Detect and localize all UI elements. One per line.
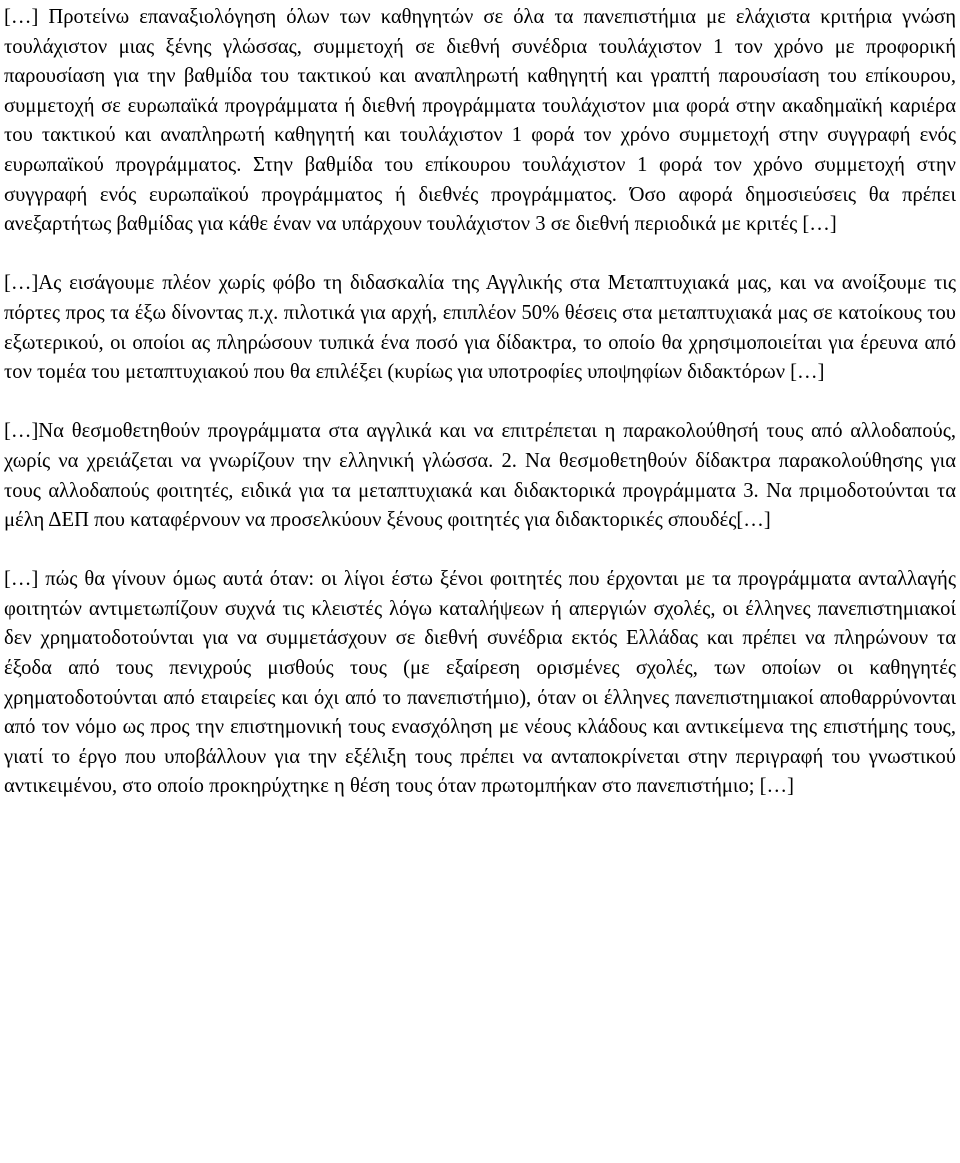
paragraph-english-programs: […]Να θεσμοθετηθούν προγράμματα στα αγγλικά και να επιτρέπεται η παρακολούθησή τους από αλλοδαπούς, χωρίς να χρειάζεται να γνωρίζουν την ελληνική γλώσσα. 2. Να θεσμοθετηθούν δίδακτρα παρακολούθησης για τους αλλοδαπούς φοιτητές, ειδικά για τα μεταπτυχιακά και διδακτορικά προγράμματα 3. Να πριμοδοτούνται τα μέλη ΔΕΠ που καταφέρνουν να προσελκύουν ξένους φοιτητές για διδακτορικές σπουδές[…] (4, 420, 956, 532)
paragraph-obstacles: […] πώς θα γίνουν όμως αυτά όταν: οι λίγοι έστω ξένοι φοιτητές που έρχονται με τα προγράμματα ανταλλαγής φοιτητών αντιμετωπίζουν συχνά τις κλειστές λόγω καταλήψεων ή απεργιών σχολές, οι έλληνες πανεπιστημιακοί δεν χρηματοδοτούνται για να συμμετάσχουν σε διεθνή συνέδρια εκτός Ελλάδας και πρέπει να πληρώνουν τα έξοδα από τους πενιχρούς μισθούς τους (με εξαίρεση ορισμένες σχολές, των οποίων οι καθηγητές χρηματοδοτούνται από εταιρείες και όχι από το πανεπιστήμιο), όταν οι έλληνες πανεπιστημιακοί αποθαρρύνονται από τον νόμο ως προς την επιστημονική τους ενασχόληση με νέους κλάδους και αντικείμενα της επιστήμης τους, γιατί το έργο που υποβάλλουν για την εξέλιξη τους πρέπει να ανταποκρίνεται στην περιγραφή του γνωστικού αντικειμένου, στο οποίο προκηρύχτηκε η θέση τους όταν πρωτομπήκαν στο πανεπιστήμιο; […] (4, 568, 956, 798)
document-body (4, 3, 956, 802)
paragraph-evaluation-proposal: […] Προτείνω επαναξιολόγηση όλων των καθηγητών σε όλα τα πανεπιστήμια με ελάχιστα κριτήρια γνώση τουλάχιστον μιας ξένης γλώσσας, συμμετοχή σε διεθνή συνέδρια τουλάχιστον 1 τον χρόνο με προφορική παρουσίαση για την βαθμίδα του τακτικού και αναπληρωτή καθηγητή και γραπτή παρουσίαση του επίκουρου, συμμετοχή σε ευρωπαϊκά προγράμματα ή διεθνή προγράμματα τουλάχιστον μια φορά στην ακαδημαϊκή καριέρα του τακτικού και αναπληρωτή καθηγητή και τουλάχιστον 1 φορά τον χρόνο συμμετοχή στην συγγραφή ενός ευρωπαϊκού προγράμματος. Στην βαθμίδα του επίκουρου τουλάχιστον 1 φορά τον χρόνο συμμετοχή στην συγγραφή ενός ευρωπαϊκού προγράμματος ή διεθνές προγράμματος. Όσο αφορά δημοσιεύσεις θα πρέπει ανεξαρτήτως βαθμίδας για κάθε έναν να υπάρχουν τουλάχιστον 3 σε διεθνή περιοδικά με κριτές […] (4, 6, 956, 236)
paragraph-english-postgraduate: […]Ας εισάγουμε πλέον χωρίς φόβο τη διδασκαλία της Αγγλικής στα Μεταπτυχιακά μας, και να ανοίξουμε τις πόρτες προς τα έξω δίνοντας π.χ. πιλοτικά για αρχή, επιπλέον 50% θέσεις στα μεταπτυχιακά μας σε κατοίκους του εξωτερικού, οι οποίοι ας πληρώσουν τυπικά ένα ποσό για δίδακτρα, το οποίο θα χρησιμοποιείται για έρευνα από τον τομέα του μεταπτυχιακού που θα επιλέξει (κυρίως για υποτροφίες υποψηφίων διδακτόρων […] (4, 272, 956, 384)
